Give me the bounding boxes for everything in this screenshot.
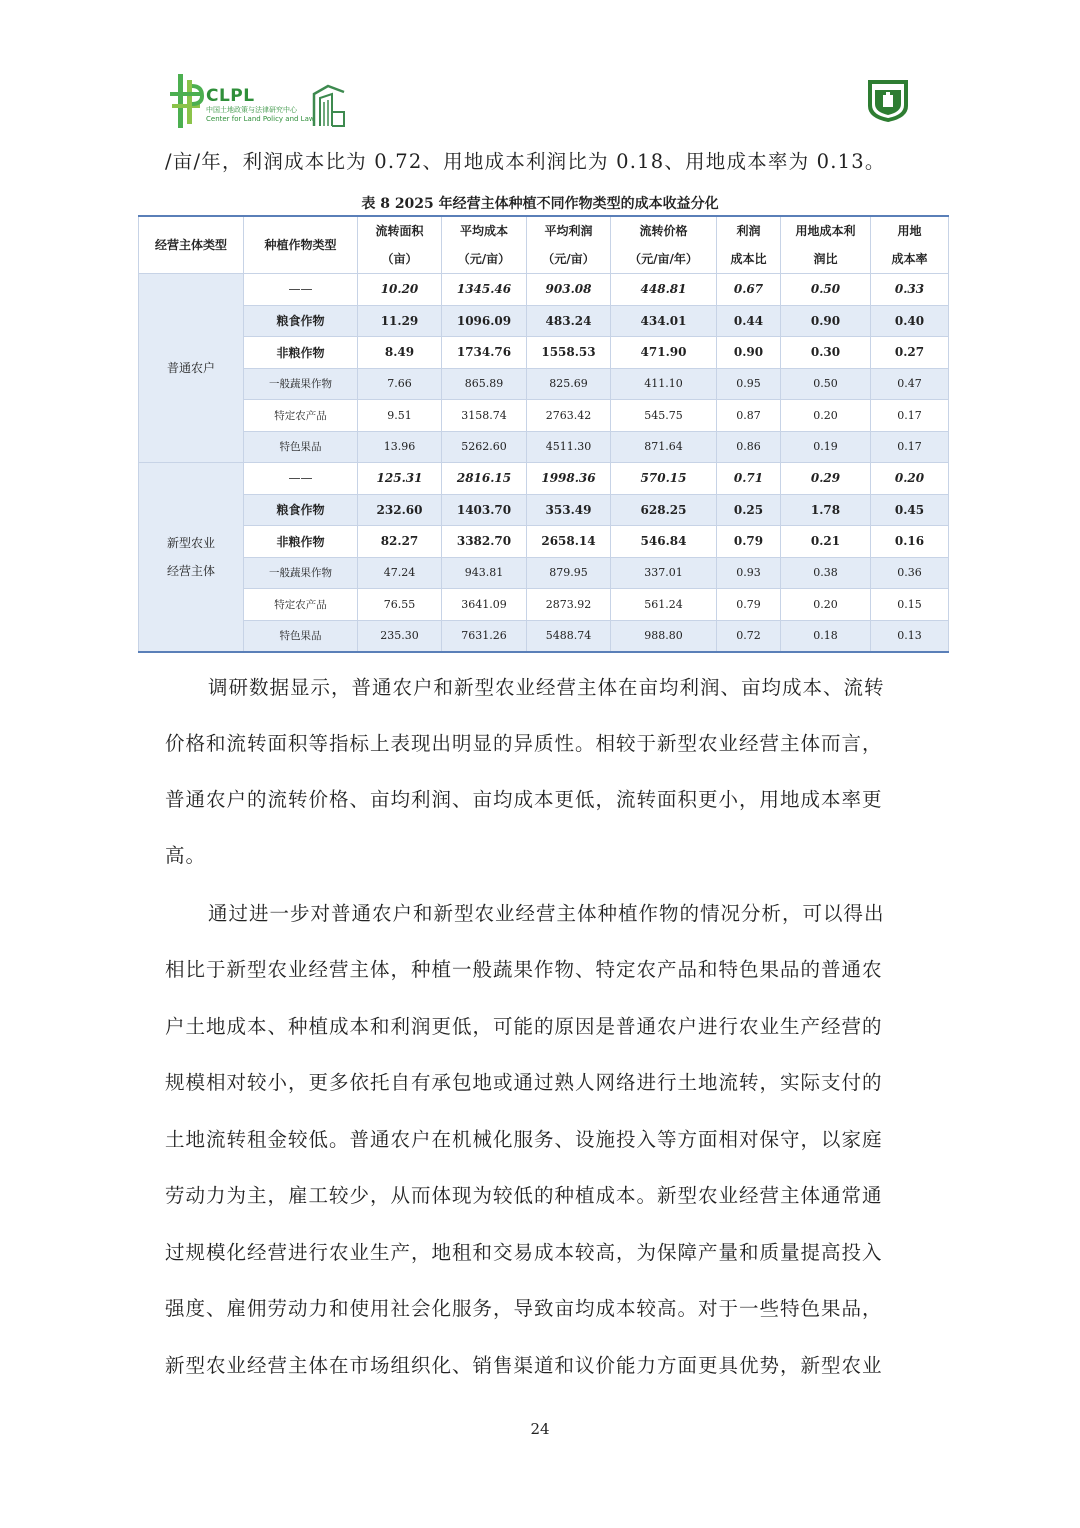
value-cell: 3382.70 <box>442 526 527 558</box>
value-cell: 1998.36 <box>527 463 611 495</box>
value-cell: 76.55 <box>358 589 442 621</box>
value-cell: 0.16 <box>871 526 949 558</box>
table-row <box>139 494 949 526</box>
value-cell: 1096.09 <box>442 305 527 337</box>
value-cell: 0.33 <box>871 274 949 306</box>
value-cell: 570.15 <box>611 463 717 495</box>
value-cell: 561.24 <box>611 589 717 621</box>
clpl-logo <box>168 72 348 130</box>
value-cell: 0.36 <box>871 557 949 589</box>
value-cell: 0.20 <box>781 400 871 432</box>
value-cell: 8.49 <box>358 337 442 369</box>
value-cell: 0.71 <box>717 463 781 495</box>
value-cell: 879.95 <box>527 557 611 589</box>
value-cell: 0.95 <box>717 368 781 400</box>
value-cell: 0.87 <box>717 400 781 432</box>
table-row <box>139 305 949 337</box>
value-cell: 2816.15 <box>442 463 527 495</box>
value-cell: 0.40 <box>871 305 949 337</box>
table-row <box>139 620 949 652</box>
para2-line-6: 劳动力为主，雇工较少，从而体现为较低的种植成本。新型农业经营主体通常通 <box>165 1184 883 1207</box>
value-cell: 0.25 <box>717 494 781 526</box>
value-cell: 483.24 <box>527 305 611 337</box>
header-land-cost-rate: 用地 成本率 <box>871 216 949 274</box>
value-cell: 628.25 <box>611 494 717 526</box>
table-header-row <box>139 216 949 274</box>
header-crop: 种植作物类型 <box>244 216 358 274</box>
value-cell: 0.20 <box>871 463 949 495</box>
page-number: 24 <box>530 1420 550 1438</box>
value-cell: 47.24 <box>358 557 442 589</box>
crop-type-cell: 非粮作物 <box>244 526 358 558</box>
para2-line-5: 土地流转租金较低。普通农户在机械化服务、设施投入等方面相对保守，以家庭 <box>165 1128 883 1151</box>
para2-line-9: 新型农业经营主体在市场组织化、销售渠道和议价能力方面更具优势，新型农业 <box>165 1354 883 1377</box>
building-icon <box>312 82 346 128</box>
value-cell: 988.80 <box>611 620 717 652</box>
table-row <box>139 400 949 432</box>
table-body <box>139 274 949 653</box>
value-cell: 5488.74 <box>527 620 611 652</box>
crop-type-cell: 粮食作物 <box>244 494 358 526</box>
value-cell: 337.01 <box>611 557 717 589</box>
table-row <box>139 274 949 306</box>
value-cell: 871.64 <box>611 431 717 463</box>
header-profit-cost-ratio: 利润 成本比 <box>717 216 781 274</box>
table-row <box>139 589 949 621</box>
intro-line: /亩/年，利润成本比为 0.72、用地成本利润比为 0.18、用地成本率为 0.13。 <box>165 150 886 173</box>
value-cell: 0.21 <box>781 526 871 558</box>
value-cell: 0.47 <box>871 368 949 400</box>
value-cell: 0.90 <box>781 305 871 337</box>
value-cell: 0.79 <box>717 589 781 621</box>
value-cell: 0.50 <box>781 368 871 400</box>
para2-line-7: 过规模化经营进行农业生产，地租和交易成本较高，为保障产量和质量提高投入 <box>165 1241 883 1264</box>
value-cell: 0.86 <box>717 431 781 463</box>
value-cell: 9.51 <box>358 400 442 432</box>
value-cell: 0.18 <box>781 620 871 652</box>
para1-line-4: 高。 <box>165 844 207 867</box>
value-cell: 10.20 <box>358 274 442 306</box>
value-cell: 0.50 <box>781 274 871 306</box>
value-cell: 125.31 <box>358 463 442 495</box>
value-cell: 1734.76 <box>442 337 527 369</box>
value-cell: 943.81 <box>442 557 527 589</box>
value-cell: 0.27 <box>871 337 949 369</box>
page-header <box>0 0 1080 135</box>
value-cell: 0.44 <box>717 305 781 337</box>
clpl-en-name: Center for Land Policy and Law <box>206 115 315 123</box>
value-cell: 11.29 <box>358 305 442 337</box>
value-cell: 235.30 <box>358 620 442 652</box>
value-cell: 353.49 <box>527 494 611 526</box>
crop-type-cell: —— <box>244 274 358 306</box>
value-cell: 0.17 <box>871 400 949 432</box>
header-land-cost-profit-ratio: 用地成本利 润比 <box>781 216 871 274</box>
value-cell: 448.81 <box>611 274 717 306</box>
value-cell: 545.75 <box>611 400 717 432</box>
value-cell: 0.20 <box>781 589 871 621</box>
value-cell: 0.67 <box>717 274 781 306</box>
value-cell: 0.29 <box>781 463 871 495</box>
crop-type-cell: 粮食作物 <box>244 305 358 337</box>
para1-line-3: 普通农户的流转价格、亩均利润、亩均成本更低，流转面积更小，用地成本率更 <box>165 788 883 811</box>
value-cell: 0.45 <box>871 494 949 526</box>
crop-type-cell: 非粮作物 <box>244 337 358 369</box>
table-row <box>139 463 949 495</box>
value-cell: 0.19 <box>781 431 871 463</box>
crop-type-cell: 一般蔬果作物 <box>244 557 358 589</box>
para2-line-4: 规模相对较小，更多依托自有承包地或通过熟人网络进行土地流转，实际支付的 <box>165 1071 883 1094</box>
value-cell: 3158.74 <box>442 400 527 432</box>
entity-group-cell: 普通农户 <box>139 274 244 463</box>
header-profit: 平均利润 （元/亩） <box>527 216 611 274</box>
value-cell: 546.84 <box>611 526 717 558</box>
value-cell: 2763.42 <box>527 400 611 432</box>
value-cell: 411.10 <box>611 368 717 400</box>
value-cell: 0.93 <box>717 557 781 589</box>
value-cell: 2658.14 <box>527 526 611 558</box>
header-area: 流转面积 （亩） <box>358 216 442 274</box>
value-cell: 0.17 <box>871 431 949 463</box>
table-row <box>139 526 949 558</box>
crop-type-cell: 特色果品 <box>244 431 358 463</box>
value-cell: 0.30 <box>781 337 871 369</box>
crop-type-cell: 特定农产品 <box>244 589 358 621</box>
clpl-emblem-icon <box>168 72 204 130</box>
value-cell: 1.78 <box>781 494 871 526</box>
value-cell: 4511.30 <box>527 431 611 463</box>
value-cell: 7631.26 <box>442 620 527 652</box>
crop-type-cell: —— <box>244 463 358 495</box>
value-cell: 0.15 <box>871 589 949 621</box>
para2-line-2: 相比于新型农业经营主体，种植一般蔬果作物、特定农产品和特色果品的普通农 <box>165 958 883 981</box>
value-cell: 3641.09 <box>442 589 527 621</box>
para1-line-1: 调研数据显示，普通农户和新型农业经营主体在亩均利润、亩均成本、流转 <box>208 676 885 699</box>
cost-benefit-table <box>138 215 949 653</box>
table-row <box>139 431 949 463</box>
table-row <box>139 368 949 400</box>
header-price: 流转价格 （元/亩/年） <box>611 216 717 274</box>
value-cell: 0.90 <box>717 337 781 369</box>
table-row <box>139 337 949 369</box>
crop-type-cell: 特色果品 <box>244 620 358 652</box>
value-cell: 82.27 <box>358 526 442 558</box>
clpl-cn-name: 中国土地政策与法律研究中心 <box>206 106 297 114</box>
header-entity: 经营主体类型 <box>139 216 244 274</box>
entity-group-cell: 新型农业 经营主体 <box>139 463 244 653</box>
value-cell: 2873.92 <box>527 589 611 621</box>
value-cell: 0.72 <box>717 620 781 652</box>
value-cell: 5262.60 <box>442 431 527 463</box>
clpl-abbr: CLPL <box>206 86 255 106</box>
para2-line-8: 强度、雇佣劳动力和使用社会化服务，导致亩均成本较高。对于一些特色果品， <box>165 1297 883 1320</box>
value-cell: 434.01 <box>611 305 717 337</box>
value-cell: 13.96 <box>358 431 442 463</box>
value-cell: 0.79 <box>717 526 781 558</box>
para1-line-2: 价格和流转面积等指标上表现出明显的异质性。相较于新型农业经营主体而言， <box>165 732 883 755</box>
value-cell: 0.38 <box>781 557 871 589</box>
para2-line-1: 通过进一步对普通农户和新型农业经营主体种植作物的情况分析，可以得出 <box>208 902 885 925</box>
value-cell: 1403.70 <box>442 494 527 526</box>
value-cell: 865.89 <box>442 368 527 400</box>
para2-line-3: 户土地成本、种植成本和利润更低，可能的原因是普通农户进行农业生产经营的 <box>165 1015 883 1038</box>
value-cell: 471.90 <box>611 337 717 369</box>
value-cell: 0.13 <box>871 620 949 652</box>
table-caption: 表 8 2025 年经营主体种植不同作物类型的成本收益分化 <box>361 196 719 212</box>
value-cell: 825.69 <box>527 368 611 400</box>
value-cell: 1345.46 <box>442 274 527 306</box>
crop-type-cell: 特定农产品 <box>244 400 358 432</box>
crop-type-cell: 一般蔬果作物 <box>244 368 358 400</box>
header-cost: 平均成本 （元/亩） <box>442 216 527 274</box>
value-cell: 232.60 <box>358 494 442 526</box>
value-cell: 7.66 <box>358 368 442 400</box>
university-seal-icon <box>866 76 910 124</box>
value-cell: 1558.53 <box>527 337 611 369</box>
value-cell: 903.08 <box>527 274 611 306</box>
table-row <box>139 557 949 589</box>
